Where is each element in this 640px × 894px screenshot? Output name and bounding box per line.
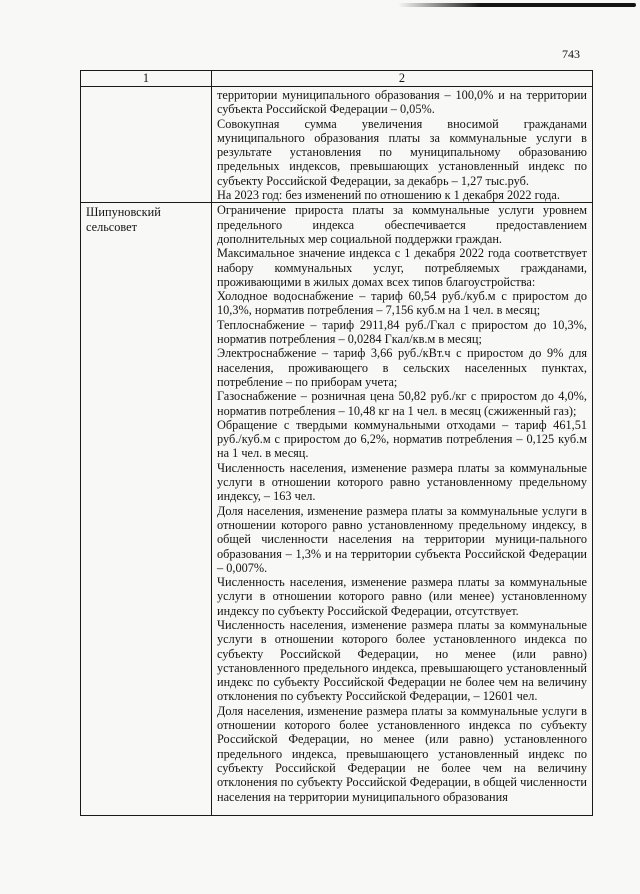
paragraph: Ограничение прироста платы за коммунальные услуги уровнем предельного индекса обеспечивается предоставлением дополнительных мер социальной поддержки граждан.: [217, 203, 587, 246]
page-number: 743: [562, 47, 580, 61]
column-header-1: 1: [81, 71, 212, 87]
table-row: [81, 87, 593, 203]
paragraph: Холодное водоснабжение – тариф 60,54 руб./куб.м с приростом до 10,3%, норматив потребления – 7,156 куб.м на 1 чел. в месяц;: [217, 289, 587, 318]
table-header-row: [81, 71, 593, 87]
paragraph: Доля населения, изменение размера платы за коммунальные услуги в отношении которого равно установленному предельному индексу, в общей численности населения на территории муници-пального образования – 1,3% и на территории субъекта Российской Федерации – 0,007%.: [217, 503, 587, 575]
paragraph: Численность населения, изменение размера платы за коммунальные услуги в отношении которого более установленного индекса по субъекту Российской Федерации, но менее (или равно) установленного предельного индекса, превышающего установленный индекс по субъекту Российской Федерации не более чем на величину отклонения по субъекту Российской Федерации, – 12601 чел.: [217, 617, 587, 704]
paragraph: Численность населения, изменение размера платы за коммунальные услуги в отношении которого равно (или менее) установленному индексу по субъекту Российской Федерации, отсутствует.: [217, 575, 587, 618]
paragraph: Теплоснабжение – тариф 2911,84 руб./Гкал с приростом до 10,3%, норматив потребления – 0,0284 Гкал/кв.м в месяц;: [217, 317, 587, 347]
content-cell: [212, 87, 593, 203]
paragraph: Электроснабжение – тариф 3,66 руб./кВт.ч с приростом до 9% для населения, проживающего в сельских населенных пунктах, потребление – по приборам учета;: [217, 346, 587, 389]
municipality-cell: Шипуновский сельсовет: [81, 203, 212, 816]
table-row: [81, 203, 593, 816]
paragraph: Максимальное значение индекса с 1 декабря 2022 года соответствует набору коммунальных услуг, потребляемых гражданами, проживающими в жилых домах всех типов благоустройства:: [217, 246, 587, 289]
column-header-2: 2: [212, 71, 593, 87]
paragraph: Обращение с твердыми коммунальными отходами – тариф 461,51 руб./куб.м с приростом до 6,2%, норматив потребления – 0,125 куб.м на 1 чел. в месяц.: [217, 417, 587, 461]
municipality-cell: [81, 87, 212, 203]
paragraph: Доля населения, изменение размера платы за коммунальные услуги в отношении которого более установленного индекса по субъекту Российской Федерации, но менее (или равно) установленного предельного индекса, превышающего установленный индекс по субъекту Российской Федерации не более чем на величину отклонения по субъекту Российской Федерации, в общей численности населения на территории муниципального образования: [217, 703, 587, 804]
scan-pen-stroke: [398, 3, 636, 7]
paragraph: Численность населения, изменение размера платы за коммунальные услуги в отношении которого равно установленному предельному индексу, – 163 чел.: [217, 460, 587, 504]
paragraph: На 2023 год: без изменений по отношению к 1 декабря 2022 года.: [217, 188, 560, 203]
content-cell: [212, 203, 593, 816]
tariff-table: [80, 70, 593, 816]
paragraph: территории муниципального образования – 100,0% и на территории субъекта Российской Федерации – 0,05%.: [217, 88, 587, 117]
paragraph: Совокупная сумма увеличения вносимой гражданами муниципального образования платы за коммунальные услуги в результате установления по муниципальному образованию предельных индексов, превышающих установленный индекс по субъекту Российской Федерации, за декабрь – 1,27 тыс.руб.: [217, 116, 587, 188]
paragraph: Газоснабжение – розничная цена 50,82 руб./кг с приростом до 4,0%, норматив потребления – 10,48 кг на 1 чел. в месяц (сжиженный газ);: [217, 389, 587, 418]
